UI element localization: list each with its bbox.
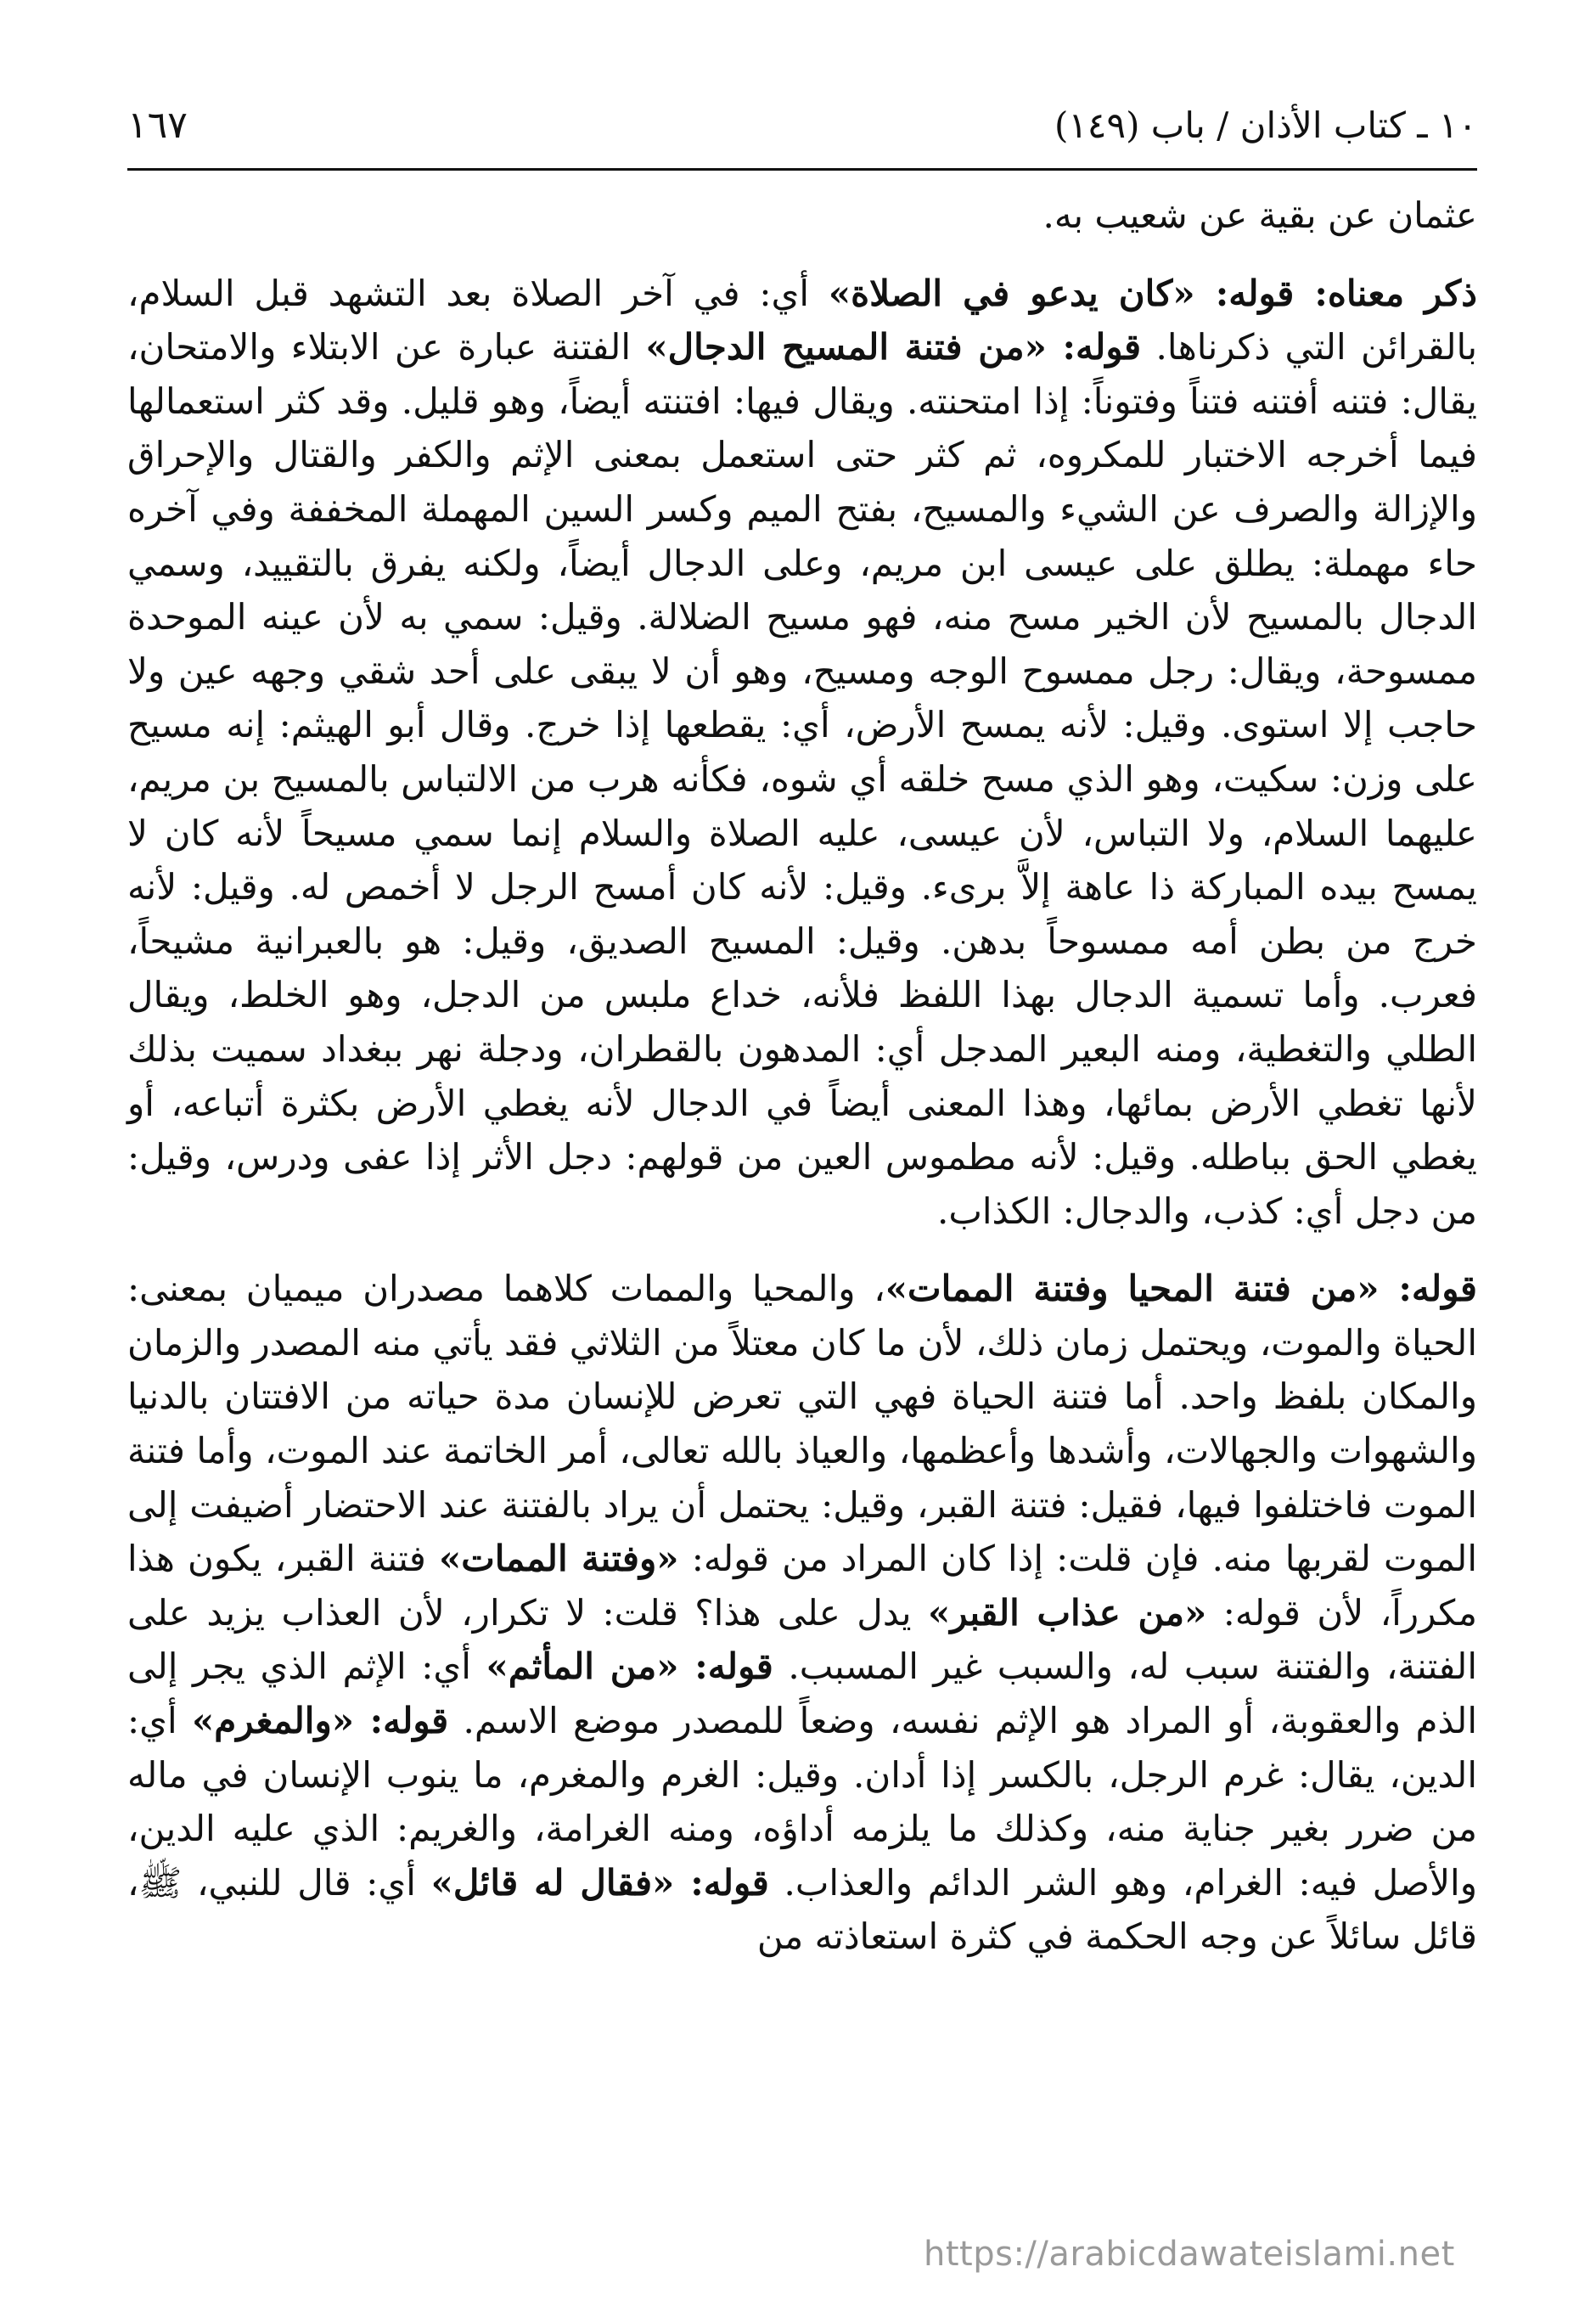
paragraph-1 bbox=[127, 188, 1477, 243]
quoted-term: قوله: «من المأثم» bbox=[486, 1645, 773, 1688]
running-title: ١٠ ـ كتاب الأذان / باب (١٤٩) bbox=[1054, 104, 1477, 146]
quoted-term: قوله: «فقال له قائل» bbox=[430, 1861, 769, 1904]
body-text bbox=[127, 188, 1477, 1964]
commentary-text: أي: قال للنبي، ﷺ، قائل سائلاً عن وجه الحكمة في كثرة استعاذته من bbox=[127, 1861, 1477, 1958]
commentary-text: أي: الإثم الذي يجر إلى الذم والعقوبة، أو المراد هو الإثم نفسه، وضعاً للمصدر موضع الاسم. bbox=[127, 1645, 1477, 1742]
quoted-term: قوله: «من فتنة المحيا وفتنة الممات» bbox=[885, 1268, 1477, 1310]
commentary-text: ، والمحيا والممات كلاهما مصدران ميميان بمعنى: الحياة والموت، ويحتمل زمان ذلك، لأن ما كان معتلاً من الثلاثي فقد يأتي منه المصدر والزمان والمكان بلفظ واحد. أما فتنة الحياة فهي التي تعرض للإنسان مدة حياته من الافتتان بالدنيا والشهوات والجهالات، وأشدها وأعظمها، والعياذ بالله تعالى، أمر الخاتمة عند الموت، وأما فتنة الموت فاختلفوا فيها، فقيل: فتنة القبر، وقيل: يحتمل أن يراد بالفتنة عند الاحتضار أضيفت إلى الموت لقربها منه. فإن قلت: إذا كان المراد من قوله: bbox=[127, 1268, 1478, 1580]
paragraph-3 bbox=[127, 1262, 1477, 1964]
commentary-text: فتنة القبر، يكون هذا مكرراً، لأن قوله: bbox=[127, 1538, 1477, 1634]
commentary-text: أي: في آخر الصلاة بعد التشهد قبل السلام، بالقرائن التي ذكرناها. bbox=[127, 272, 1478, 368]
quoted-term: ذكر معناه: قوله: «كان يدعو في الصلاة» bbox=[828, 272, 1477, 314]
quoted-term: قوله: «من فتنة المسيح الدجال» bbox=[645, 326, 1142, 368]
paragraph-2 bbox=[127, 267, 1477, 1239]
page-header bbox=[127, 100, 1477, 171]
quoted-term: «وفتنة الممات» bbox=[439, 1538, 679, 1580]
commentary-text: عثمان عن بقية عن شعيب به. bbox=[1042, 194, 1477, 236]
book-page bbox=[127, 0, 1477, 2306]
commentary-text: أي: الدين، يقال: غرم الرجل، بالكسر إذا أدان. وقيل: الغرم والمغرم، ما ينوب الإنسان في ماله من ضرر بغير جناية منه، وكذلك ما يلزمه أداؤه، ومنه الغرامة، والغريم: الذي عليه الدين، والأصل فيه: الغرام، وهو الشر الدائم والعذاب. bbox=[127, 1700, 1477, 1904]
commentary-text: يدل على هذا؟ قلت: لا تكرار، لأن العذاب يزيد على الفتنة، والفتنة سبب له، والسبب غير المسبب. bbox=[127, 1591, 1478, 1688]
commentary-text: الفتنة عبارة عن الابتلاء والامتحان، يقال: فتنه أفتنه فتناً وفتوناً: إذا امتحنته. ويقال فيها: افتنته أيضاً، وهو قليل. وقد كثر استعمالها فيما أخرجه الاختبار للمكروه، ثم كثر حتى استعمل بمعنى الإثم والكفر والقتال والإحراق والإزالة والصرف عن الشيء والمسيح، بفتح الميم وكسر السين المهملة المخففة وفي آخره حاء مهملة: يطلق على عيسى ابن مريم، وعلى الدجال أيضاً، ولكنه يفرق بالتقييد، وسمي الدجال بالمسيح لأن الخير مسح منه، فهو مسيح الضلالة. وقيل: سمي به لأن عينه الموحدة ممسوحة، ويقال: رجل ممسوح الوجه ومسيح، وهو أن لا يبقى على أحد شقي وجهه عين ولا حاجب إلا استوى. وقيل: لأنه يمسح الأرض، أي: يقطعها إذا خرج. وقال أبو الهيثم: إنه مسيح على وزن: سكيت، وهو الذي مسح خلقه أي شوه، فكأنه هرب من الالتباس بالمسيح بن مريم، عليهما السلام، ولا التباس، لأن عيسى، عليه الصلاة والسلام إنما سمي مسيحاً لأنه كان لا يمسح بيده المباركة ذا عاهة إلاَّ برىء. وقيل: لأنه كان أمسح الرجل لا أخمص له. وقيل: لأنه خرج من بطن أمه ممسوحاً بدهن. وقيل: المسيح الصديق، وقيل: هو بالعبرانية مشيحاً، فعرب. وأما تسمية الدجال بهذا اللفظ فلأنه، خداع ملبس من الدجل، وهو الخلط، ويقال الطلي والتغطية، ومنه البعير المدجل أي: المدهون بالقطران، ودجلة نهر ببغداد سميت بذلك لأنها تغطي الأرض بمائها، وهذا المعنى أيضاً في الدجال لأنه يغطي الأرض بكثرة أتباعه، أو يغطي الحق بباطله. وقيل: لأنه مطموس العين من قولهم: دجل الأثر إذا عفى ودرس، وقيل: من دجل أي: كذب، والدجال: الكذاب. bbox=[127, 326, 1477, 1232]
quoted-term: قوله: «والمغرم» bbox=[192, 1700, 449, 1742]
page-number: ١٦٧ bbox=[127, 104, 188, 147]
quoted-term: «من عذاب القبر» bbox=[928, 1591, 1207, 1634]
watermark-url: https://arabicdawateislami.net bbox=[924, 2235, 1455, 2274]
